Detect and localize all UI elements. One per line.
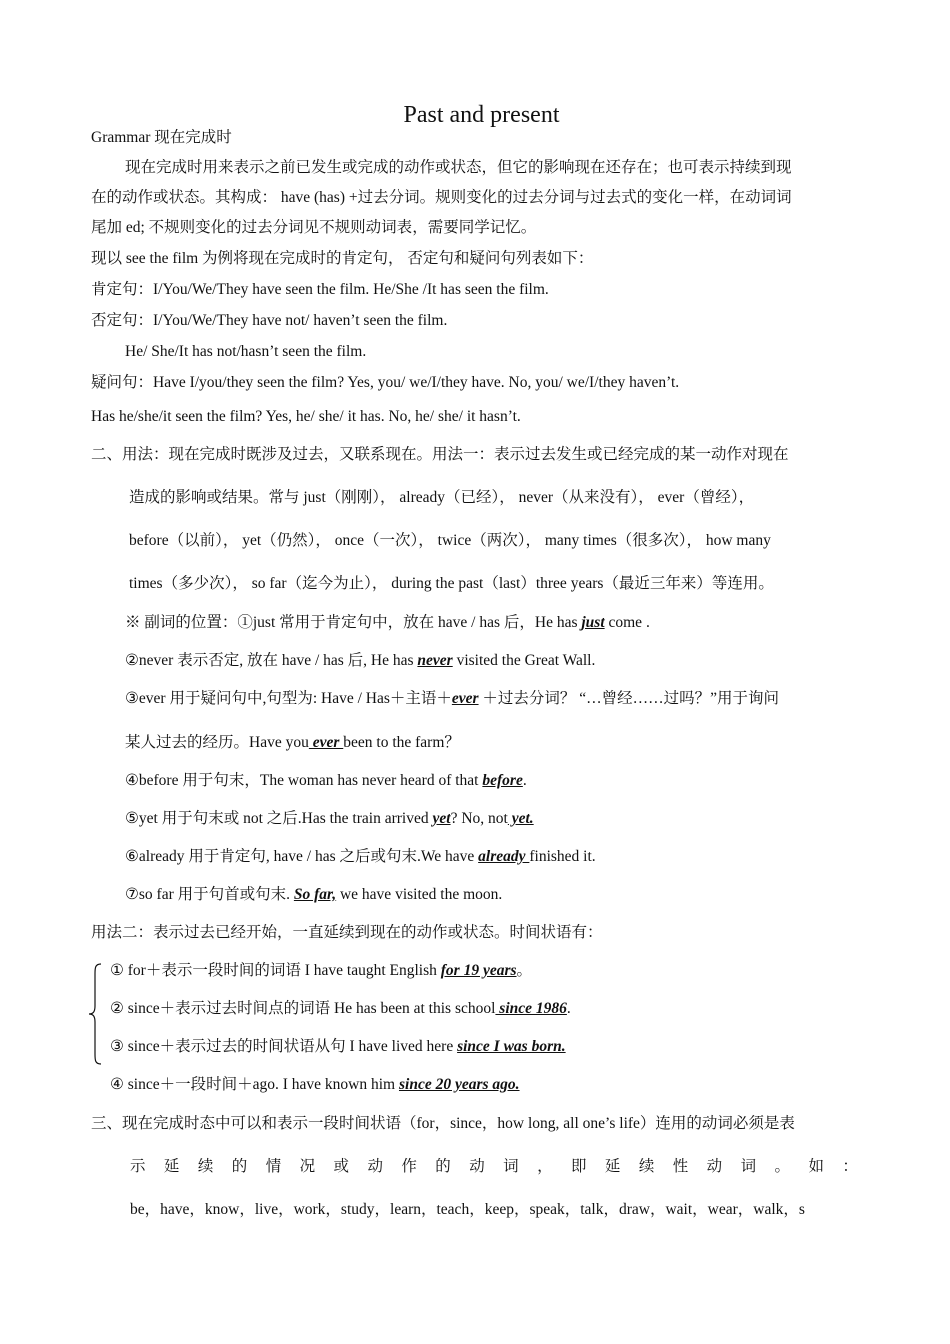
section3-line-2	[130, 1157, 858, 1177]
adverb-rule-yet	[125, 809, 534, 829]
question-line-1: 疑问句：Have I/you/they seen the film? Yes, you/ we/I/they have. No, you/ we/I/they haven’t.	[91, 374, 680, 391]
curly-brace-icon	[88, 962, 102, 1066]
intro-line-3: 尾加 ed; 不规则变化的过去分词见不规则动词表，需要同学记忆。	[91, 219, 537, 236]
char: 情	[265, 1158, 282, 1175]
rule-text: ⑦so far 用于句首或句末.	[125, 886, 294, 903]
example-keyword: for 19 years	[440, 962, 517, 979]
usage1-line-1: 二、用法：现在完成时既涉及过去，又联系现在。用法一：表示过去发生或已经完成的某一动作对现在	[91, 446, 789, 463]
char: 如	[808, 1158, 824, 1175]
usage2-heading: 用法二：表示过去已经开始，一直延续到现在的动作或状态。时间状语有：	[91, 924, 603, 941]
char: 。	[774, 1158, 791, 1175]
example-keyword: never	[417, 652, 453, 669]
intro-line-2: 在的动作或状态。其构成： have (has) +过去分词。规则变化的过去分词与过去式的变化一样，在动词词	[91, 189, 792, 206]
char: 示	[130, 1158, 146, 1175]
example-keyword: since I was born.	[457, 1038, 566, 1055]
rule-text: ? No, not	[450, 810, 508, 827]
rule-text: ＋过去分词？ “…曾经……过吗？”用于询问	[478, 690, 780, 707]
char: 的	[435, 1158, 451, 1175]
rule-text: come .	[604, 614, 650, 631]
char: ，	[537, 1158, 553, 1175]
example-keyword: So far,	[293, 886, 337, 903]
example-keyword: yet.	[507, 810, 534, 827]
rule-text: ②never 表示否定, 放在 have / has 后, He has	[125, 652, 418, 669]
rule-text: ⑥already 用于肯定句, have / has 之后或句末.We have	[125, 848, 479, 865]
usage1-line-4: times（多少次）， so far（迄今为止）， during the past（last）three years（最近三年来）等连用。	[129, 575, 774, 592]
example-keyword: since 20 years ago.	[398, 1076, 520, 1093]
intro-line-1: 现在完成时用来表示之前已发生或完成的动作或状态，但它的影响现在还存在；也可表示持续到现	[125, 159, 792, 176]
rule-text: ③ever 用于疑问句中,句型为: Have / Has＋主语＋	[125, 690, 452, 707]
char: 动	[706, 1158, 723, 1175]
adverb-rule-so-far	[125, 885, 502, 905]
rule-text: been to the farm？	[343, 734, 460, 751]
section3-line-3: be，have，know，live，work，study，learn，teach，keep，speak，talk，draw，wait，wear，walk，s	[130, 1201, 805, 1218]
rule-text: ② since＋表示过去时间点的词语 He has been at this school	[110, 1000, 496, 1017]
example-keyword: before	[482, 772, 523, 789]
page-title: Past and present	[403, 102, 560, 128]
table-intro: 现以 see the film 为例将现在完成时的肯定句， 否定句和疑问句列表如下：	[91, 250, 594, 267]
adverb-rule-never	[125, 651, 595, 671]
char: 况	[299, 1158, 316, 1175]
adverb-rule-already	[125, 847, 596, 867]
rule-text: ④ since＋一段时间＋ago. I have known him	[110, 1076, 399, 1093]
rule-text: 某人过去的经历。Have you	[125, 734, 309, 751]
char: 延	[163, 1158, 180, 1175]
rule-text: finished it.	[529, 848, 596, 865]
adverb-rule-ever	[125, 689, 779, 709]
char: 续	[197, 1158, 214, 1175]
example-keyword: ever	[308, 734, 344, 751]
rule-text: .	[522, 772, 527, 789]
section3-line-1: 三、现在完成时态中可以和表示一段时间状语（for，since，how long, all one’s life）连用的动词必须是表	[91, 1115, 795, 1132]
example-keyword: already	[478, 848, 530, 865]
negative-line-2: He/ She/It has not/hasn’t seen the film.	[125, 343, 367, 360]
char: 即	[570, 1158, 587, 1175]
char: ：	[842, 1158, 858, 1175]
rule-text: ※ 副词的位置：①just 常用于肯定句中，放在 have / has 后，He has	[125, 614, 582, 631]
usage1-line-3: before（以前）， yet（仍然）， once（一次）， twice（两次）， many times（很多次）， how many	[129, 532, 771, 549]
usage2-item-3	[110, 1037, 566, 1057]
usage2-item-1	[110, 961, 532, 981]
char: 性	[672, 1158, 689, 1175]
rule-text: 。	[516, 962, 533, 979]
example-keyword: just	[581, 614, 605, 631]
usage1-line-2: 造成的影响或结果。常与 just（刚刚）， already（已经）， never（从来没有）， ever（曾经），	[129, 489, 755, 506]
char: 延	[604, 1158, 621, 1175]
char: 动	[367, 1158, 383, 1175]
grammar-heading: Grammar 现在完成时	[91, 129, 232, 146]
adverb-rule-just	[125, 613, 650, 633]
rule-text: visited the Great Wall.	[452, 652, 596, 669]
char: 或	[333, 1158, 350, 1175]
char: 词	[503, 1158, 519, 1175]
negative-line-1: 否定句：I/You/We/They have not/ haven’t seen the film.	[91, 312, 448, 329]
question-line-2: Has he/she/it seen the film? Yes, he/ she/ it has. No, he/ she/ it hasn’t.	[91, 408, 521, 425]
rule-text: ④before 用于句末，The woman has never heard of that	[125, 772, 483, 789]
usage2-item-4	[110, 1075, 520, 1095]
char: 作	[401, 1158, 417, 1175]
rule-text: ⑤yet 用于句末或 not 之后.Has the train arrived	[125, 810, 433, 827]
example-keyword: yet	[432, 810, 451, 827]
char: 词	[740, 1158, 757, 1175]
usage2-item-2	[110, 999, 571, 1019]
rule-text: ① for＋表示一段时间的词语 I have taught English	[110, 962, 441, 979]
example-keyword: ever	[451, 690, 479, 707]
adverb-rule-ever-cont	[125, 733, 460, 753]
adverb-rule-before	[125, 771, 527, 791]
rule-text: .	[566, 1000, 571, 1017]
example-keyword: since 1986	[495, 1000, 567, 1017]
affirmative-line: 肯定句：I/You/We/They have seen the film. He/She /It has seen the film.	[91, 281, 549, 298]
rule-text: ③ since＋表示过去的时间状语从句 I have lived here	[110, 1038, 458, 1055]
rule-text: we have visited the moon.	[336, 886, 503, 903]
char: 续	[638, 1158, 655, 1175]
char: 动	[469, 1158, 485, 1175]
char: 的	[231, 1158, 248, 1175]
